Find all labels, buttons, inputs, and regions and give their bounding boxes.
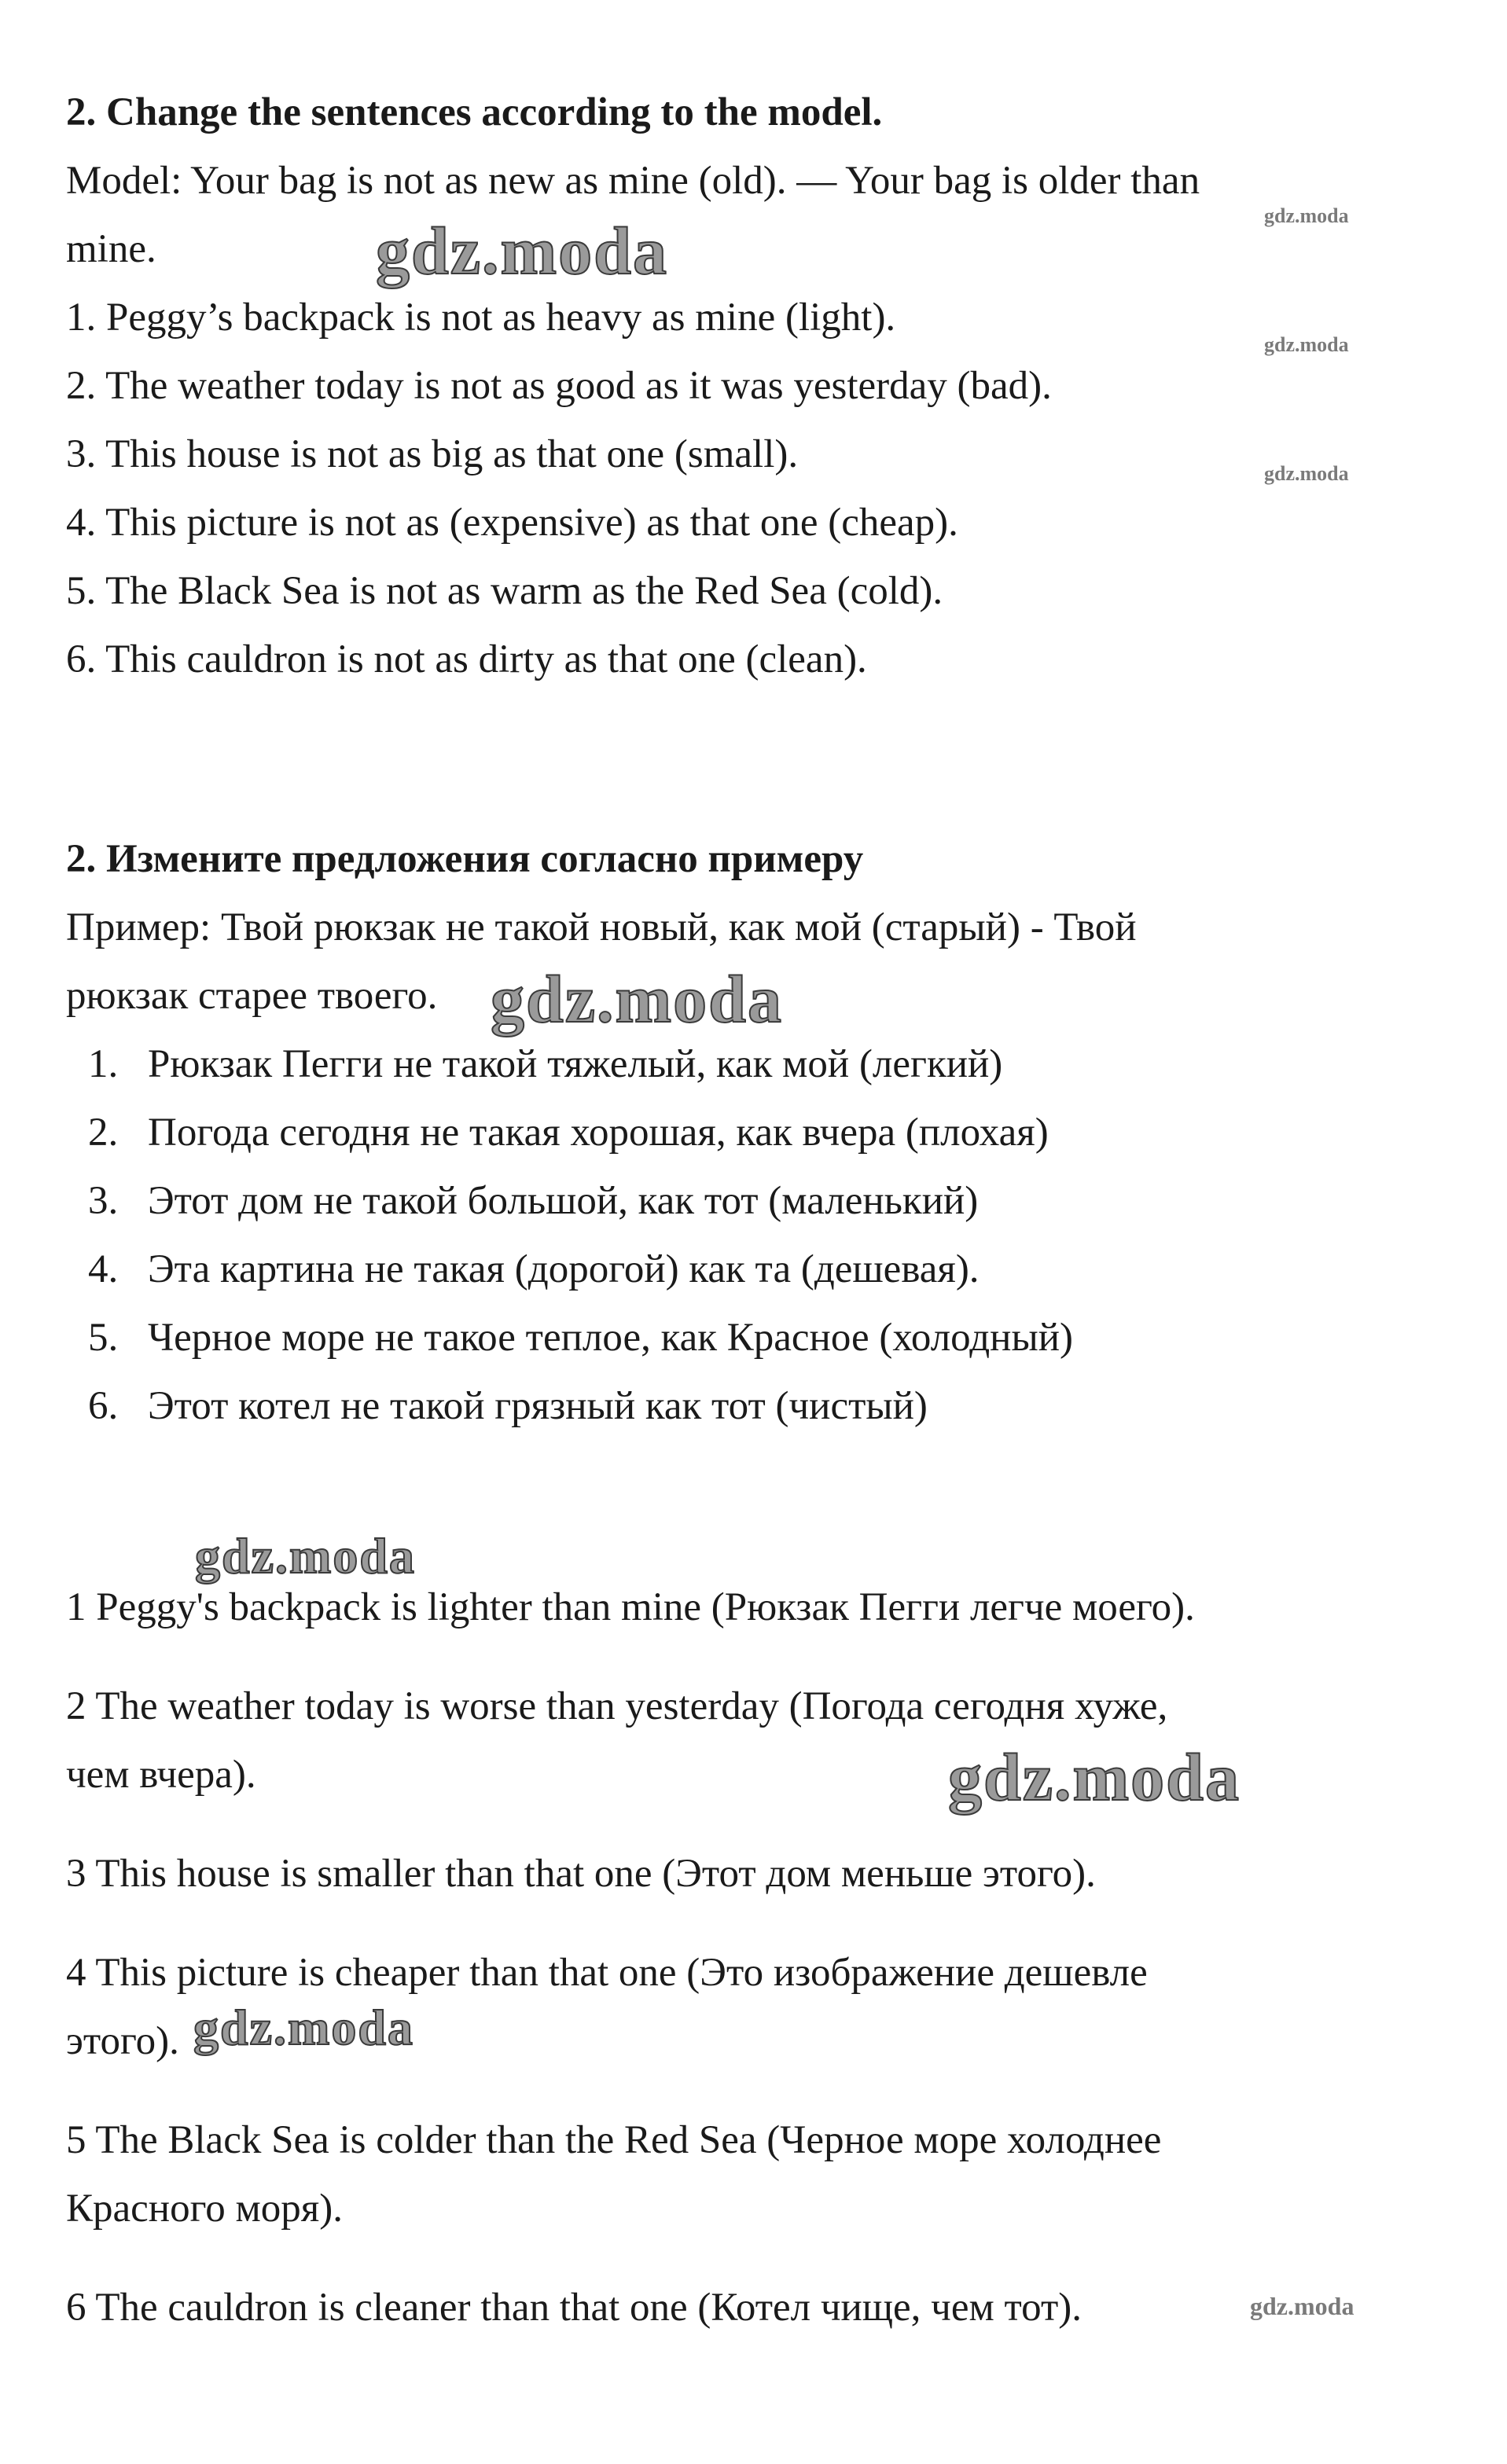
- list-text: Черное море не такое теплое, как Красное (холодный): [148, 1316, 1073, 1360]
- answer-5-line2: Красного моря).: [66, 2187, 343, 2231]
- english-item-4: 4. This picture is not as (expensive) as that one (cheap).: [66, 501, 958, 545]
- list-number: 2.: [88, 1111, 119, 1155]
- english-model-line1: Model: Your bag is not as new as mine (old). — Your bag is older than: [66, 159, 1200, 203]
- russian-example-line2: рюкзак старее твоего.: [66, 974, 438, 1018]
- answer-2-line1: 2 The weather today is worse than yesterday (Погода сегодня хуже,: [66, 1684, 1168, 1728]
- watermark: gdz.moda: [948, 1739, 1241, 1815]
- english-item-1: 1. Peggy’s backpack is not as heavy as mine (light).: [66, 296, 896, 340]
- answer-6: 6 The cauldron is cleaner than that one (Котел чище, чем тот).: [66, 2286, 1082, 2330]
- english-item-3: 3. This house is not as big as that one (small).: [66, 432, 799, 476]
- english-item-5: 5. The Black Sea is not as warm as the Red Sea (cold).: [66, 569, 943, 613]
- watermark: gdz.moda: [1250, 2292, 1354, 2320]
- answer-3: 3 This house is smaller than that one (Этот дом меньше этого).: [66, 1852, 1096, 1896]
- list-text: Рюкзак Пегги не такой тяжелый, как мой (легкий): [148, 1042, 1003, 1086]
- list-number: 3.: [88, 1179, 119, 1223]
- russian-example-line1: Пример: Твой рюкзак не такой новый, как мой (старый) - Твой: [66, 905, 1137, 949]
- watermark: gdz.moda: [1264, 462, 1349, 485]
- watermark: gdz.moda: [491, 961, 783, 1037]
- watermark: gdz.moda: [195, 1528, 416, 1584]
- list-text: Этот котел не такой грязный как тот (чистый): [148, 1384, 928, 1428]
- list-text: Погода сегодня не такая хорошая, как вчера (плохая): [148, 1111, 1049, 1155]
- english-item-2: 2. The weather today is not as good as it was yesterday (bad).: [66, 364, 1052, 408]
- russian-heading: 2. Измените предложения согласно примеру: [66, 837, 864, 881]
- list-text: Эта картина не такая (дорогой) как та (дешевая).: [148, 1247, 980, 1291]
- answer-4-line2: этого).: [66, 2019, 179, 2063]
- list-number: 1.: [88, 1042, 119, 1086]
- answer-2-line2: чем вчера).: [66, 1753, 256, 1797]
- watermark: gdz.moda: [1264, 333, 1349, 356]
- list-number: 6.: [88, 1384, 119, 1428]
- list-number: 4.: [88, 1247, 119, 1291]
- watermark: gdz.moda: [193, 1999, 414, 2055]
- english-item-6: 6. This cauldron is not as dirty as that one (clean).: [66, 637, 867, 681]
- watermark: gdz.moda: [1264, 204, 1349, 227]
- watermark: gdz.moda: [376, 213, 668, 288]
- list-number: 5.: [88, 1316, 119, 1360]
- list-text: Этот дом не такой большой, как тот (маленький): [148, 1179, 979, 1223]
- english-heading: 2. Change the sentences according to the model.: [66, 90, 883, 134]
- answer-5-line1: 5 The Black Sea is colder than the Red Sea (Черное море холоднее: [66, 2118, 1162, 2162]
- answer-4-line1: 4 This picture is cheaper than that one (Это изображение дешевле: [66, 1951, 1148, 1995]
- answer-1: 1 Peggy's backpack is lighter than mine (Рюкзак Пегги легче моего).: [66, 1585, 1195, 1629]
- english-model-line2: mine.: [66, 227, 156, 271]
